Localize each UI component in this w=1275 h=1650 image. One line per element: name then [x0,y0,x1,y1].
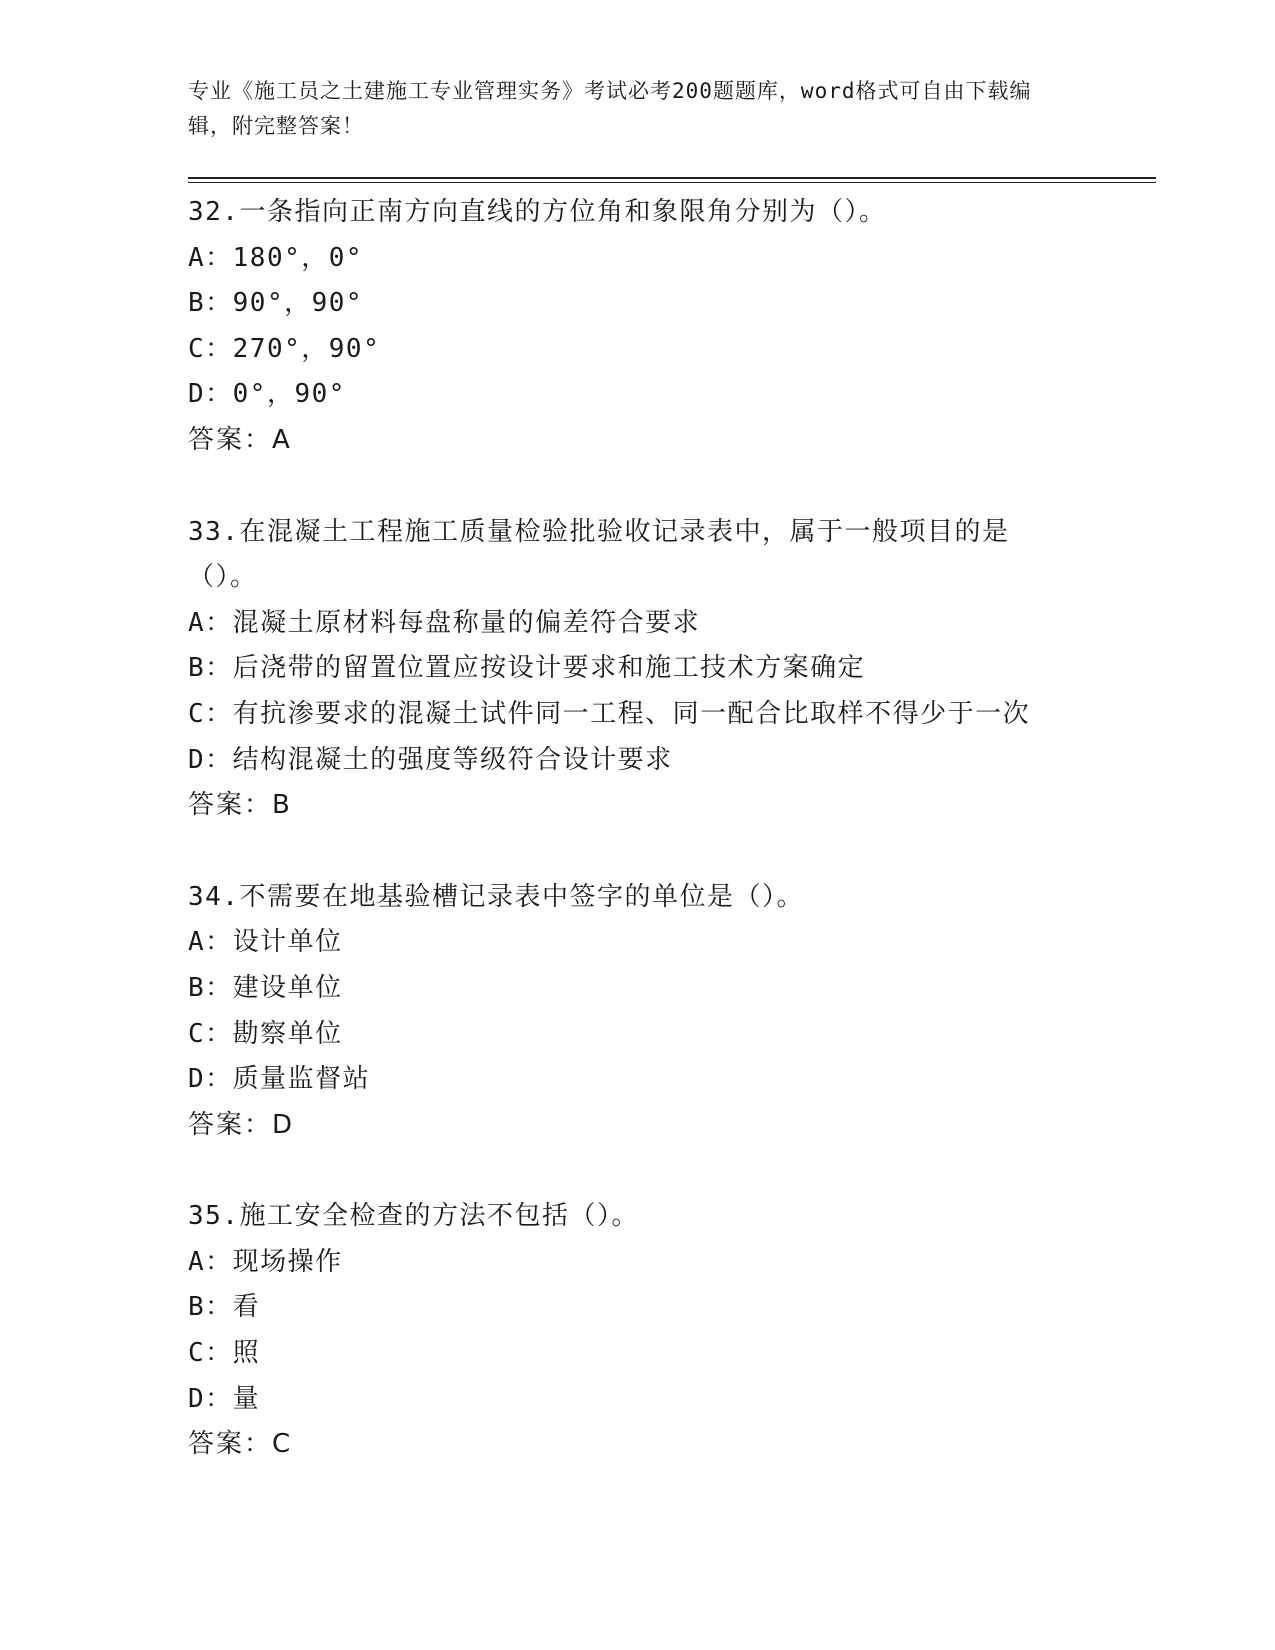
option-c: C：有抗渗要求的混凝土试件同一工程、同一配合比取样不得少于一次 [188,698,1031,729]
question-list [188,190,1088,1514]
answer-line: 答案：B [188,790,292,821]
option-b: B：90°，90° [188,288,364,319]
document-header: 专业《施工员之土建施工专业管理实务》考试必考200题题库，word格式可自由下载编辑，附完整答案！ [188,79,1032,138]
option-a: A：设计单位 [188,927,343,958]
question-stem: 33.在混凝土工程施工质量检验批验收记录表中，属于一般项目的是（）。 [188,516,1010,593]
option-a: A：混凝土原材料每盘称量的偏差符合要求 [188,607,701,638]
option-d: D：质量监督站 [188,1064,371,1095]
option-b: B：看 [188,1292,261,1323]
option-c: C：勘察单位 [188,1018,343,1049]
answer-line: 答案：A [188,424,292,455]
option-b: B：建设单位 [188,972,343,1003]
option-a: A：现场操作 [188,1246,343,1277]
question-35 [188,1194,1088,1468]
question-33 [188,510,1088,829]
option-a: A：180°，0° [188,242,364,273]
option-d: D：量 [188,1383,261,1414]
question-32 [188,190,1088,464]
answer-line: 答案：D [188,1109,295,1140]
question-34 [188,875,1088,1149]
option-b: B：后浇带的留置位置应按设计要求和施工技术方案确定 [188,653,866,684]
option-d: D：结构混凝土的强度等级符合设计要求 [188,744,673,775]
question-stem: 35.施工安全检查的方法不包括（）。 [188,1201,639,1232]
header-divider-top [188,177,1156,179]
header-divider-bottom [188,182,1156,183]
option-d: D：0°，90° [188,379,346,410]
option-c: C：270°，90° [188,333,381,364]
option-c: C：照 [188,1338,261,1369]
question-stem: 34.不需要在地基验槽记录表中签字的单位是（）。 [188,881,804,912]
answer-line: 答案：C [188,1429,293,1460]
question-stem: 32.一条指向正南方向直线的方位角和象限角分别为（）。 [188,197,887,227]
